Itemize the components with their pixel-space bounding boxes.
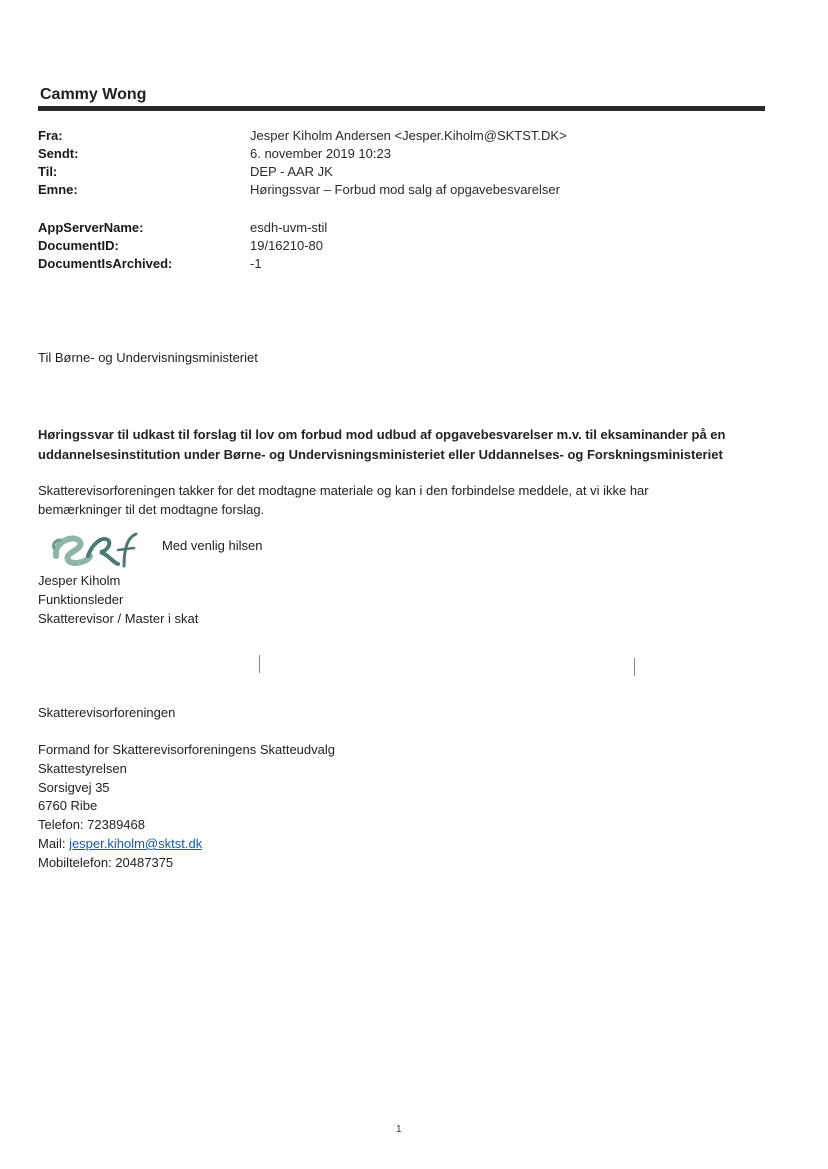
contact-line: Formand for Skatterevisorforeningens Skatteudvalg [38, 742, 335, 757]
email-headers [38, 127, 567, 199]
scan-mark [259, 655, 260, 673]
greeting: Med venlig hilsen [162, 538, 263, 553]
letter-heading [38, 425, 758, 465]
mail-label: Mail: [38, 835, 70, 851]
header-rule [38, 106, 765, 111]
addressee: Til Børne- og Undervisningsministeriet [38, 350, 258, 365]
srf-logo [50, 526, 140, 570]
header-value: 6. november 2019 10:23 [250, 146, 391, 161]
mail-link[interactable]: jesper.kiholm@sktst.dk [69, 835, 203, 851]
property-row-archived [38, 255, 327, 273]
header-value: Høringssvar – Forbud mod salg af opgavebesvarelser [250, 182, 560, 197]
header-row-subject [38, 181, 567, 199]
sender-name: Cammy Wong [40, 86, 147, 103]
property-row-documentid [38, 237, 327, 255]
header-row-sent [38, 145, 567, 163]
header-row-to [38, 163, 567, 181]
signature-title: Skatterevisor / Master i skat [38, 611, 199, 626]
document-properties [38, 219, 327, 273]
contact-block [38, 741, 335, 873]
contact-mobile: Mobiltelefon: 20487375 [38, 854, 174, 870]
letter-body-line: bemærkninger til det modtagne forslag. [38, 502, 265, 517]
contact-phone: Telefon: 72389468 [38, 817, 145, 833]
property-row-appserver [38, 219, 327, 237]
organization-name: Skatterevisorforeningen [38, 705, 176, 720]
scan-mark [634, 658, 635, 676]
contact-line: Sorsigvej 35 [38, 779, 110, 795]
property-value: esdh-uvm-stil [250, 220, 328, 235]
property-label: DocumentID: [38, 238, 119, 253]
header-label: Emne: [38, 182, 78, 197]
signature-block [38, 571, 198, 628]
contact-line: 6760 Ribe [38, 798, 98, 814]
property-value: 19/16210-80 [250, 238, 324, 253]
property-label: DocumentIsArchived: [38, 256, 173, 271]
header-value: DEP - AAR JK [250, 164, 333, 179]
letter-body [38, 481, 738, 519]
header-label: Fra: [38, 128, 63, 143]
signature-role: Funktionsleder [38, 592, 124, 607]
contact-line: Skattestyrelsen [38, 760, 127, 776]
letter-heading-line: uddannelsesinstitution under Børne- og Undervisningsministeriet eller Uddannelses- og Forskningsministeriet [38, 447, 723, 462]
letter-body-line: Skatterevisorforeningen takker for det modtagne materiale og kan i den forbindelse meddele, at vi ikke har [38, 483, 649, 498]
letter-heading-line: Høringssvar til udkast til forslag til lov om forbud mod udbud af opgavebesvarelser m.v. til eksaminander på en [38, 427, 726, 442]
page-number: 1 [396, 1124, 402, 1135]
header-value: Jesper Kiholm Andersen <Jesper.Kiholm@SKTST.DK> [250, 128, 567, 143]
contact-mail [38, 835, 335, 854]
property-value: -1 [250, 256, 262, 271]
header-label: Sendt: [38, 146, 79, 161]
property-label: AppServerName: [38, 220, 144, 235]
header-label: Til: [38, 164, 58, 179]
header-row-from [38, 127, 567, 145]
signature-name: Jesper Kiholm [38, 573, 121, 588]
